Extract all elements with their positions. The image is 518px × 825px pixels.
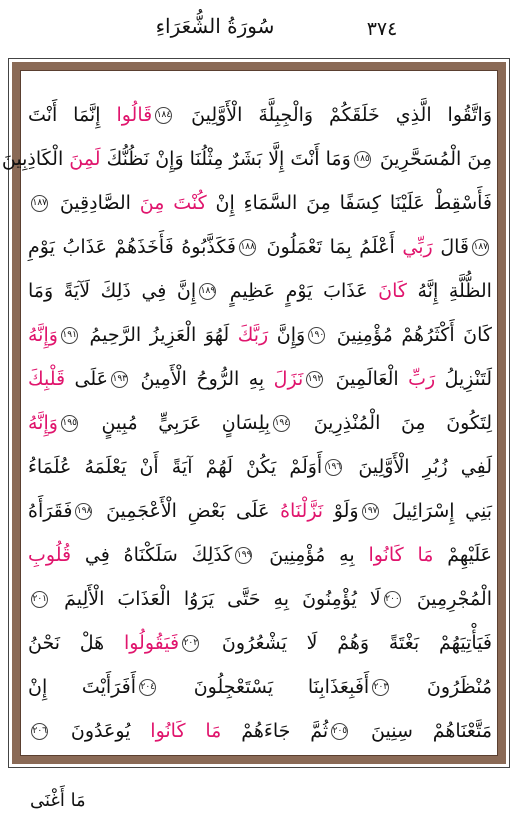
verse-text: وَإِنَّ [276, 324, 306, 346]
verse-text: لَتَنْزِيلُ [444, 368, 492, 390]
verse-text: مُنْظَرُونَ [426, 676, 492, 698]
verse-number-marker: ٢٠٠ [384, 591, 401, 608]
verse-number-marker: ١٨٧ [472, 239, 489, 256]
verse-text: وَلَوْ [333, 500, 359, 522]
highlighted-word: قَالُوا [116, 104, 153, 126]
quran-text-body [1, 93, 493, 753]
verse-text: فَقَرَأَهُ [28, 500, 73, 522]
text-line [28, 181, 492, 225]
verse-text: يُوعَدُونَ [70, 720, 131, 742]
verse-number-marker: ١٩٤ [273, 415, 290, 432]
verse-number-marker: ٢٠١ [31, 591, 48, 608]
verse-text: أَفَرَأَيْتَ إِنْ [28, 676, 136, 698]
verse-text: كَانَ أَكْثَرُهُمْ مُؤْمِنِينَ [336, 324, 492, 346]
highlighted-word: كُنْتَ مِنَ [139, 192, 207, 214]
highlighted-word: نَزَلَ [273, 368, 304, 390]
verse-text: إِنَّمَا أَنْتَ [28, 104, 101, 126]
verse-number-marker: ١٩٨ [75, 503, 92, 520]
verse-text: الصَّادِقِينَ [59, 192, 131, 214]
verse-text: مِنَ الْمُسَحَّرِينَ [379, 148, 492, 170]
highlighted-word: فَيَقُولُوا [123, 632, 180, 654]
highlighted-word: رَبِّ [408, 368, 436, 390]
text-line [28, 489, 492, 533]
surah-title: سُورَةُ الشُّعَرَاءِ [155, 14, 275, 38]
text-line [28, 93, 492, 137]
highlighted-word: لَمِنَ [69, 148, 101, 170]
text-line [28, 621, 492, 665]
verse-text: إِنَّ فِي ذَلِكَ لَآيَةً وَمَا [28, 280, 197, 302]
text-line [28, 533, 492, 577]
verse-text: الْعَالَمِينَ [335, 368, 399, 390]
text-line [28, 225, 492, 269]
page-number: ٣٧٤ [366, 18, 398, 40]
verse-text: بِهِ الرُّوحُ الْأَمِينُ [140, 368, 265, 390]
text-line [28, 577, 492, 621]
highlighted-word: مَا كَانُوا [368, 544, 434, 566]
verse-number-marker: ٢٠٥ [331, 723, 348, 740]
text-line [28, 401, 492, 445]
verse-number-marker: ١٩٩ [235, 547, 252, 564]
verse-text: الْكَاذِبِينَ [1, 148, 64, 170]
highlighted-word: وَإِنَّهُ [28, 412, 58, 434]
highlighted-word: رَبَّكَ [237, 324, 269, 346]
text-line [28, 357, 492, 401]
verse-text: عَذَابَ يَوْمٍ عَظِيمٍ [229, 280, 368, 302]
verse-text: لَهُوَ الْعَزِيزُ الرَّحِيمُ [89, 324, 230, 346]
verse-number-marker: ١٩٠ [308, 327, 325, 344]
verse-text: أَعْلَمُ بِمَا تَعْمَلُونَ [266, 236, 395, 258]
highlighted-word: وَإِنَّهُ [28, 324, 58, 346]
verse-number-marker: ١٨٥ [354, 151, 371, 168]
verse-number-marker: ١٩٣ [111, 371, 128, 388]
verse-text: الظُّلَّةِ إِنَّهُ [417, 280, 492, 302]
verse-text: عَلَى بَعْضِ الْأَعْجَمِينَ [106, 500, 270, 522]
verse-number-marker: ١٩٦ [325, 459, 342, 476]
text-line [28, 665, 492, 709]
verse-text: مَتَّعْنَاهُمْ سِنِينَ [371, 720, 493, 742]
verse-number-marker: ١٨٧ [31, 195, 48, 212]
verse-text: الْمُجْرِمِينَ [416, 588, 493, 610]
text-line [28, 269, 492, 313]
text-line [1, 137, 492, 181]
verse-text: كَذَلِكَ سَلَكْنَاهُ فِي [84, 544, 233, 566]
verse-text: بِلِسَانٍ عَرَبِيٍّ مُبِينٍ [101, 412, 271, 434]
verse-text: ثُمَّ جَاءَهُمْ [241, 720, 329, 742]
verse-text: بَنِي إِسْرَائِيلَ [392, 500, 493, 522]
highlighted-word: كَانَ [378, 280, 407, 302]
highlighted-word: رَبِّي [402, 236, 433, 258]
text-line [28, 445, 492, 489]
highlighted-word: قُلُوبِ [28, 544, 72, 566]
highlighted-word: مَا كَانُوا [150, 720, 222, 742]
page-header [0, 0, 518, 56]
verse-number-marker: ١٩١ [61, 327, 78, 344]
text-line [28, 313, 492, 357]
highlighted-word: نَزَّلْنَاهُ [280, 500, 324, 522]
catchword: مَا أَغْنَى [30, 790, 86, 811]
verse-text: بِهِ مُؤْمِنِينَ [269, 544, 355, 566]
verse-number-marker: ٢٠٤ [139, 679, 156, 696]
verse-number-marker: ١٨٤ [155, 107, 172, 124]
verse-number-marker: ٢٠٣ [372, 679, 389, 696]
verse-number-marker: ٢٠٢ [182, 635, 199, 652]
verse-text: قَالَ [440, 236, 470, 258]
highlighted-word: قَلْبِكَ [28, 368, 66, 390]
verse-text: لَفِي زُبُرِ الْأَوَّلِينَ [358, 456, 492, 478]
verse-text: عَلَيْهِمْ [447, 544, 493, 566]
verse-number-marker: ١٨٨ [239, 239, 256, 256]
verse-text: أَوَلَمْ يَكُنْ لَهُمْ آيَةً أَنْ يَعْلَمَهُ عُلَمَاءُ [28, 456, 323, 478]
verse-text: وَمَا أَنْتَ إِلَّا بَشَرٌ مِثْلُنَا وَإِنْ نَظُنُّكَ [106, 148, 351, 170]
verse-number-marker: ١٩٧ [362, 503, 379, 520]
verse-text: لَا يُؤْمِنُونَ بِهِ حَتَّى يَرَوُا الْعَذَابَ الْأَلِيمَ [64, 588, 381, 610]
verse-text: لِتَكُونَ مِنَ الْمُنْذِرِينَ [313, 412, 492, 434]
verse-number-marker: ١٨٩ [199, 283, 216, 300]
verse-text: وَاتَّقُوا الَّذِي خَلَقَكُمْ وَالْجِبِلَّةَ الْأَوَّلِينَ [191, 104, 492, 126]
verse-text: هَلْ نَحْنُ [28, 632, 105, 654]
verse-text: أَفَبِعَذَابِنَا يَسْتَعْجِلُونَ [193, 676, 370, 698]
text-line [28, 709, 492, 753]
verse-text: فَأَسْقِطْ عَلَيْنَا كِسَفًا مِنَ السَّمَاءِ إِنْ [215, 192, 493, 214]
verse-text: فَكَذَّبُوهُ فَأَخَذَهُمْ عَذَابُ يَوْمِ [28, 236, 236, 258]
verse-number-marker: ١٩٥ [61, 415, 78, 432]
verse-text: فَيَأْتِيَهُمْ بَغْتَةً وَهُمْ لَا يَشْعُرُونَ [221, 632, 492, 654]
verse-text: عَلَى [74, 368, 109, 390]
verse-number-marker: ٢٠٦ [31, 723, 48, 740]
verse-number-marker: ١٩٢ [306, 371, 323, 388]
